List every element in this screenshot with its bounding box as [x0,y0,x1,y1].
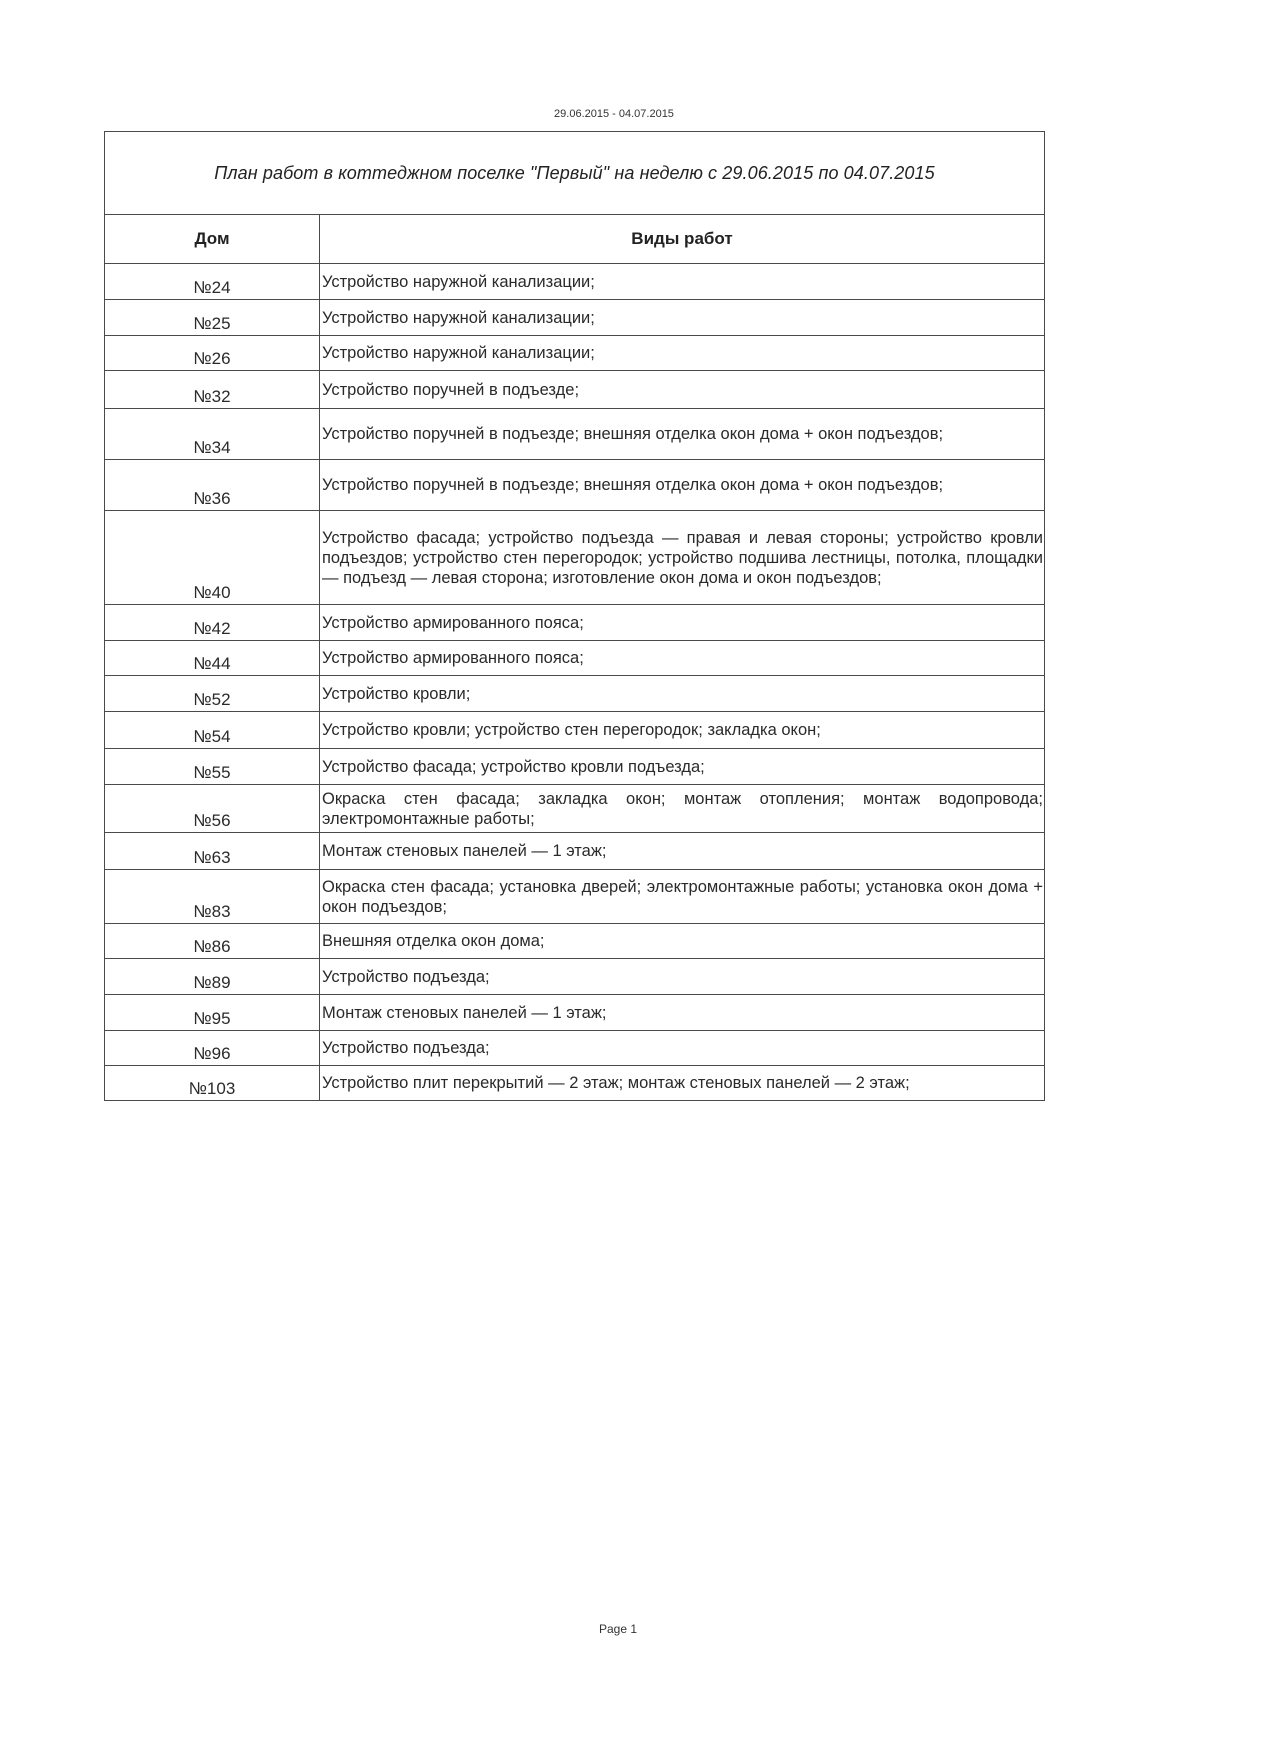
work-description: Устройство поручней в подъезде; внешняя отделка окон дома + окон подъездов; [320,460,1045,511]
work-description: Устройство плит перекрытий — 2 этаж; монтаж стеновых панелей — 2 этаж; [320,1066,1045,1101]
house-number: №54 [105,712,320,749]
work-description: Монтаж стеновых панелей — 1 этаж; [320,995,1045,1031]
house-number: №95 [105,995,320,1031]
work-description: Устройство фасада; устройство кровли подъезда; [320,749,1045,785]
work-description: Устройство наружной канализации; [320,336,1045,371]
work-description: Устройство армированного пояса; [320,641,1045,676]
table-row [105,833,1045,870]
house-number: №36 [105,460,320,511]
work-description: Монтаж стеновых панелей — 1 этаж; [320,833,1045,870]
house-number: №63 [105,833,320,870]
table-row [105,371,1045,409]
house-number: №103 [105,1066,320,1101]
table-row [105,1066,1045,1101]
table-row [105,749,1045,785]
work-description: Устройство подъезда; [320,959,1045,995]
work-description: Устройство армированного пояса; [320,605,1045,641]
column-header-row [105,215,1045,264]
title-row [105,132,1045,215]
work-description: Устройство подъезда; [320,1031,1045,1066]
house-number: №44 [105,641,320,676]
table-row [105,336,1045,371]
table-row [105,300,1045,336]
house-number: №83 [105,870,320,924]
table-row [105,605,1045,641]
work-plan-body [105,132,1045,1101]
table-title: План работ в коттеджном поселке "Первый" на неделю с 29.06.2015 по 04.07.2015 [105,132,1045,215]
table-row [105,959,1045,995]
house-number: №86 [105,924,320,959]
table-row [105,511,1045,605]
table-row [105,712,1045,749]
work-description: Окраска стен фасада; закладка окон; монтаж отопления; монтаж водопровода; электромонтажные работы; [320,785,1045,833]
table-row [105,924,1045,959]
house-number: №52 [105,676,320,712]
house-number: №26 [105,336,320,371]
house-number: №55 [105,749,320,785]
column-header-house: Дом [105,215,320,264]
work-description: Внешняя отделка окон дома; [320,924,1045,959]
house-number: №24 [105,264,320,300]
house-number: №89 [105,959,320,995]
table-row [105,1031,1045,1066]
work-description: Окраска стен фасада; установка дверей; электромонтажные работы; установка окон дома + окон подъездов; [320,870,1045,924]
work-plan-table [104,131,1045,1101]
column-header-works: Виды работ [320,215,1045,264]
work-description: Устройство наружной канализации; [320,300,1045,336]
table-row [105,264,1045,300]
house-number: №56 [105,785,320,833]
house-number: №40 [105,511,320,605]
work-description: Устройство фасада; устройство подъезда — правая и левая стороны; устройство кровли подъездов; устройство стен перегородок; устройство подшива лестницы, потолка, площадки — подъезд — левая сторона; изготовление окон дома и окон подъездов; [320,511,1045,605]
table-row [105,676,1045,712]
house-number: №25 [105,300,320,336]
house-number: №34 [105,409,320,460]
work-description: Устройство наружной канализации; [320,264,1045,300]
house-number: №42 [105,605,320,641]
work-description: Устройство поручней в подъезде; внешняя отделка окон дома + окон подъездов; [320,409,1045,460]
page-number: Page 1 [598,1622,638,1636]
work-description: Устройство поручней в подъезде; [320,371,1045,409]
work-description: Устройство кровли; [320,676,1045,712]
table-row [105,995,1045,1031]
table-row [105,409,1045,460]
table-row [105,641,1045,676]
table-row [105,785,1045,833]
work-description: Устройство кровли; устройство стен перегородок; закладка окон; [320,712,1045,749]
header-date-range: 29.06.2015 - 04.07.2015 [554,108,674,120]
table-row [105,870,1045,924]
house-number: №32 [105,371,320,409]
table-row [105,460,1045,511]
house-number: №96 [105,1031,320,1066]
